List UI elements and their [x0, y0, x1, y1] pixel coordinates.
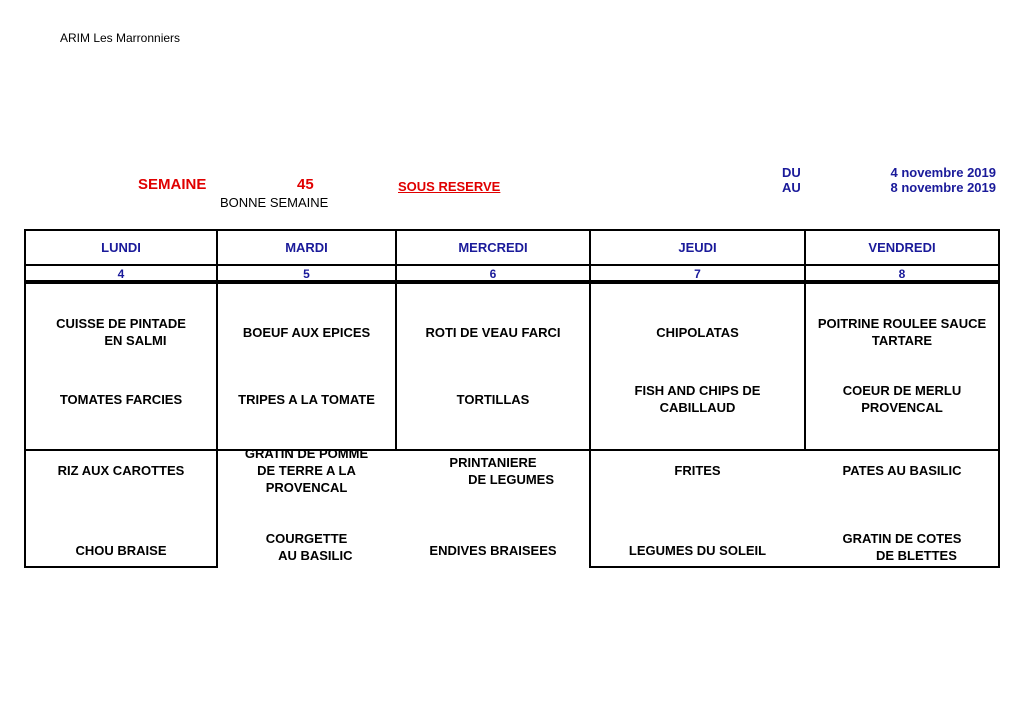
date-to: 8 novembre 2019: [890, 180, 996, 195]
bottom-right: [589, 566, 1000, 568]
week-number: 45: [297, 176, 314, 193]
menu-item: FISH AND CHIPS DE CABILLAUD: [634, 383, 761, 415]
day-name: MARDI: [285, 240, 328, 255]
date-from: 4 novembre 2019: [890, 165, 996, 180]
reserve-notice: SOUS RESERVE: [398, 179, 501, 194]
menu-item: RIZ AUX CAROTTES: [57, 463, 185, 478]
right-edge-lower: [998, 449, 1000, 568]
menu-item: PATES AU BASILIC: [842, 463, 962, 478]
menu-item: BOEUF AUX EPICES: [242, 325, 371, 340]
day-name: VENDREDI: [868, 240, 936, 255]
meal-block-1: [24, 282, 1000, 451]
day-number: 7: [694, 267, 701, 281]
menu-item: CHOU BRAISE: [75, 543, 167, 558]
week-label: SEMAINE: [138, 176, 207, 193]
day-number: 4: [117, 267, 125, 281]
bottom-left: [24, 566, 218, 568]
day-number: 6: [489, 267, 497, 281]
organization-name: ARIM Les Marronniers: [60, 31, 181, 45]
menu-item: ROTI DE VEAU FARCI: [425, 325, 561, 340]
menu-item: CUISSE DE PINTADE EN SALMI: [56, 316, 186, 348]
day-name: LUNDI: [101, 240, 141, 255]
menu-item: GRATIN DE POMME DE TERRE A LA PROVENCAL: [244, 446, 369, 495]
menu-item: FRITES: [674, 463, 721, 478]
row-divider: [24, 449, 1000, 451]
menu-item: COURGETTE AU BASILIC: [265, 531, 353, 563]
menu-item: ENDIVES BRAISEES: [429, 543, 557, 558]
day-name: JEUDI: [678, 240, 717, 255]
menu-item: COEUR DE MERLU PROVENCAL: [842, 383, 962, 415]
date-to-label: AU: [782, 180, 801, 195]
menu-item: TOMATES FARCIES: [59, 392, 183, 407]
greeting: BONNE SEMAINE: [220, 195, 329, 210]
date-from-label: DU: [782, 165, 801, 180]
day-name: MERCREDI: [458, 240, 528, 255]
menu-item: LEGUMES DU SOLEIL: [628, 543, 767, 558]
menu-item: TRIPES A LA TOMATE: [238, 392, 375, 407]
menu-item: POITRINE ROULEE SAUCE TARTARE: [817, 316, 987, 348]
menu-item: PRINTANIERE DE LEGUMES: [449, 455, 555, 487]
menu-item: GRATIN DE COTES DE BLETTES: [842, 531, 962, 563]
menu-item: TORTILLAS: [456, 392, 530, 407]
day-number: 5: [303, 267, 310, 281]
menu-item: CHIPOLATAS: [656, 325, 739, 340]
day-number: 8: [898, 267, 906, 281]
